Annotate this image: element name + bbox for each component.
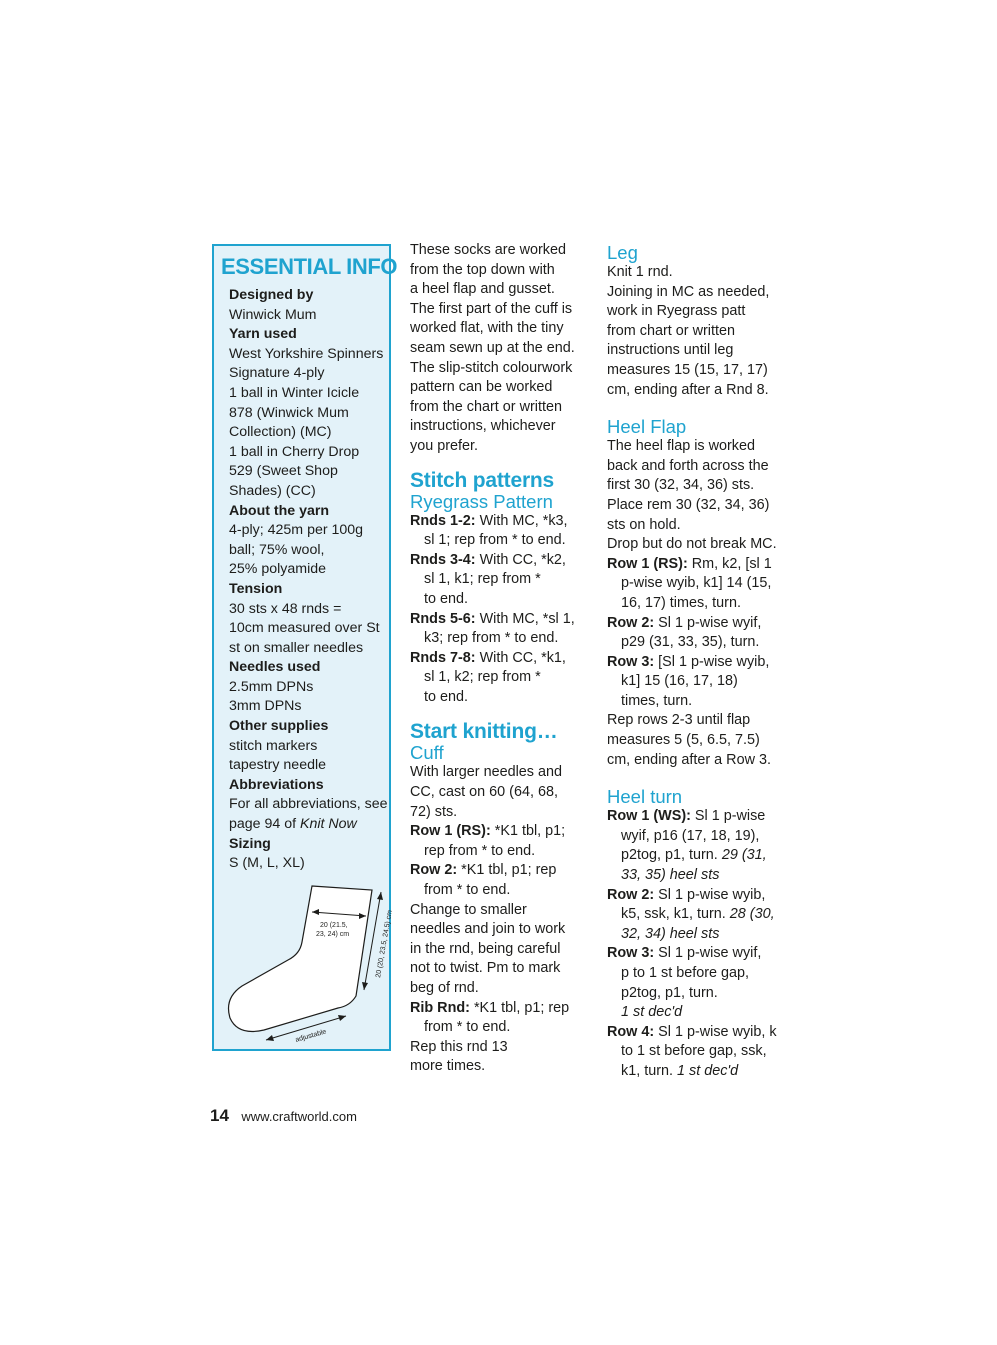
intro-line: seam sewn up at the end.: [410, 339, 575, 356]
sock-size-diagram: [224, 878, 394, 1048]
yarn-line: Collection) (MC): [229, 424, 332, 441]
heel-turn-row-3-cont: p2tog, p1, turn.: [621, 984, 718, 1001]
rnds-5-6-cont: k3; rep from * to end.: [424, 630, 559, 647]
tension-line: 30 sts x 48 rnds =: [229, 600, 342, 617]
rnds-1-2: Rnds 1-2: With MC, *k3,: [410, 512, 568, 529]
cuff-row-2-cont: from * to end.: [424, 882, 511, 899]
about-line: 25% polyamide: [229, 561, 327, 578]
supplies-line: tapestry needle: [229, 757, 327, 774]
cuff-row-1: Row 1 (RS): *K1 tbl, p1;: [410, 823, 566, 840]
start-knitting-heading: Start knitting…: [410, 720, 558, 744]
rib-rnd: Rib Rnd: *K1 tbl, p1; rep: [410, 999, 570, 1016]
essential-info-box: [212, 244, 398, 1051]
heel-flap-line: back and forth across the: [607, 457, 769, 474]
cuff-line: 72) sts.: [410, 803, 458, 820]
rnds-3-4-cont: sl 1, k1; rep from *: [424, 571, 541, 588]
cuff-line: With larger needles and: [410, 764, 562, 781]
column-intro-stitches: [410, 241, 590, 1077]
rnds-3-4: Rnds 3-4: With CC, *k2,: [410, 551, 566, 568]
site-url: www.craftworld.com: [241, 1109, 357, 1124]
about-line: ball; 75% wool,: [229, 541, 325, 558]
diagram-foot-label: adjustable: [294, 1028, 328, 1044]
intro-line: you prefer.: [410, 437, 478, 454]
heel-flap-row-1-cont: 16, 17) times, turn.: [621, 594, 741, 611]
heel-turn-heading: Heel turn: [607, 786, 683, 808]
heel-turn-row-1: Row 1 (WS): Sl 1 p-wise: [607, 808, 766, 825]
heel-turn-row-4-cont: to 1 st before gap, ssk,: [621, 1043, 767, 1060]
intro-line: a heel flap and gusset.: [410, 281, 555, 298]
yarn-line: Shades) (CC): [229, 482, 316, 499]
heel-flap-row-2-cont: p29 (31, 33, 35), turn.: [621, 634, 760, 651]
leg-line: Knit 1 rnd.: [607, 264, 673, 280]
about-yarn-label: About the yarn: [229, 502, 330, 519]
essential-info-title: ESSENTIAL INFO: [221, 254, 398, 279]
heel-turn-row-4: Row 4: Sl 1 p-wise wyib, k: [607, 1023, 777, 1040]
intro-line: worked flat, with the tiny: [410, 320, 564, 337]
yarn-line: 1 ball in Winter Icicle: [229, 384, 360, 401]
yarn-line: 529 (Sweet Shop: [229, 463, 338, 480]
rnds-7-8: Rnds 7-8: With CC, *k1,: [410, 649, 566, 666]
cuff-heading: Cuff: [410, 742, 444, 764]
heel-flap-line: Drop but do not break MC.: [607, 536, 777, 553]
cuff-row-2: Row 2: *K1 tbl, p1; rep: [410, 862, 557, 879]
heel-flap-row-1-cont: p-wise wyib, k1] 14 (15,: [621, 575, 772, 592]
heel-turn-row-1-cont: p2tog, p1, turn. 29 (31,: [621, 847, 767, 864]
rep-line: Rep this rnd 13: [410, 1038, 508, 1055]
diagram-side-label: 20 (20, 23.5, 24.5) cm: [375, 909, 394, 979]
heel-turn-row-1-cont: wyif, p16 (17, 18, 19),: [621, 827, 760, 844]
about-line: 4-ply; 425m per 100g: [229, 522, 364, 539]
heel-flap-rep-line: cm, ending after a Row 3.: [607, 751, 771, 768]
cuff-line: CC, cast on 60 (64, 68,: [410, 784, 558, 801]
sizing-label: Sizing: [229, 835, 271, 852]
abbreviations-line: page 94 of Knit Now: [229, 816, 357, 833]
supplies-label: Other supplies: [229, 718, 329, 735]
page-number: 14: [210, 1106, 229, 1125]
rnds-7-8-cont: to end.: [424, 688, 469, 705]
tension-line: st on smaller needles: [229, 639, 364, 656]
heel-turn-row-3-cont: p to 1 st before gap,: [621, 965, 750, 981]
heel-flap-row-3: Row 3: [Sl 1 p-wise wyib,: [607, 653, 770, 670]
yarn-line: West Yorkshire Spinners: [229, 345, 384, 362]
heel-flap-line: first 30 (32, 34, 36) sts.: [607, 477, 755, 494]
ryegrass-pattern-heading: Ryegrass Pattern: [410, 490, 553, 512]
abbreviations-label: Abbreviations: [229, 776, 324, 793]
leg-line: instructions until leg: [607, 342, 734, 359]
leg-heading: Leg: [607, 242, 638, 263]
yarn-label: Yarn used: [229, 326, 297, 343]
page-footer: [210, 1106, 357, 1126]
knit-now-title: Knit Now: [300, 816, 357, 833]
change-line: beg of rnd.: [410, 980, 479, 996]
tension-label: Tension: [229, 580, 283, 597]
rnds-5-6: Rnds 5-6: With MC, *sl 1,: [410, 610, 575, 627]
heel-flap-row-3-cont: k1] 15 (16, 17, 18): [621, 673, 738, 690]
change-line: not to twist. Pm to mark: [410, 960, 561, 977]
yarn-line: 878 (Winwick Mum: [229, 404, 349, 421]
cuff-row-1-cont: rep from * to end.: [424, 842, 536, 859]
heel-flap-rep-line: measures 5 (5, 6.5, 7.5): [607, 732, 760, 749]
sizing-value: S (M, L, XL): [229, 855, 305, 872]
intro-line: The slip-stitch colourwork: [410, 359, 573, 376]
heel-flap-line: Place rem 30 (32, 34, 36): [607, 496, 770, 513]
heel-turn-row-2-cont: k5, ssk, k1, turn. 28 (30,: [621, 906, 775, 923]
designed-by-label: Designed by: [229, 287, 314, 303]
diagram-top-label: 20 (21.5,: [320, 922, 348, 929]
essential-info-body: [229, 286, 389, 874]
heel-flap-rep-line: Rep rows 2-3 until flap: [607, 712, 751, 729]
yarn-line: Signature 4-ply: [229, 365, 325, 382]
leg-line: from chart or written: [607, 322, 735, 339]
designed-by-value: Winwick Mum: [229, 306, 317, 323]
supplies-line: stitch markers: [229, 737, 318, 754]
intro-line: from the top down with: [410, 261, 555, 278]
heel-flap-row-3-cont: times, turn.: [621, 692, 693, 709]
needles-line: 3mm DPNs: [229, 698, 302, 715]
heel-flap-heading: Heel Flap: [607, 416, 687, 438]
yarn-line: 1 ball in Cherry Drop: [229, 443, 360, 460]
column-leg-heel: [607, 243, 792, 1082]
heel-turn-row-4-cont: k1, turn. 1 st dec'd: [621, 1062, 739, 1079]
intro-line: from the chart or written: [410, 398, 562, 415]
heel-turn-row-1-cont: 33, 35) heel sts: [621, 867, 720, 884]
leg-line: measures 15 (15, 17, 17): [607, 361, 768, 378]
rnds-3-4-cont: to end.: [424, 590, 469, 607]
rnds-1-2-cont: sl 1; rep from * to end.: [424, 532, 566, 549]
needles-label: Needles used: [229, 659, 321, 676]
leg-line: cm, ending after a Rnd 8.: [607, 381, 769, 398]
tension-line: 10cm measured over St: [229, 620, 380, 637]
heel-flap-row-1: Row 1 (RS): Rm, k2, [sl 1: [607, 555, 772, 572]
intro-line: These socks are worked: [410, 242, 566, 258]
needles-line: 2.5mm DPNs: [229, 678, 314, 695]
heel-turn-row-2-cont: 32, 34) heel sts: [621, 925, 720, 942]
stitch-patterns-heading: Stitch patterns: [410, 468, 555, 492]
heel-flap-line: The heel flap is worked: [607, 438, 755, 455]
heel-turn-row-3-cont: 1 st dec'd: [621, 1004, 683, 1021]
heel-flap-row-2: Row 2: Sl 1 p-wise wyif,: [607, 614, 762, 631]
leg-line: work in Ryegrass patt: [607, 303, 746, 320]
intro-line: pattern can be worked: [410, 379, 553, 396]
heel-turn-row-3: Row 3: Sl 1 p-wise wyif,: [607, 945, 762, 962]
change-line: Change to smaller: [410, 901, 527, 918]
sock-outline: [229, 886, 373, 1032]
heel-turn-row-2: Row 2: Sl 1 p-wise wyib,: [607, 886, 766, 903]
heel-flap-line: sts on hold.: [607, 516, 681, 533]
abbreviations-line: For all abbreviations, see: [229, 796, 388, 813]
rep-line: more times.: [410, 1058, 486, 1075]
intro-line: instructions, whichever: [410, 418, 556, 435]
change-line: in the rnd, being careful: [410, 940, 561, 957]
intro-line: The first part of the cuff is: [410, 300, 573, 317]
diagram-top-label: 23, 24) cm: [316, 931, 350, 938]
rnds-7-8-cont: sl 1, k2; rep from *: [424, 669, 541, 686]
change-line: needles and join to work: [410, 921, 566, 938]
leg-line: Joining in MC as needed,: [607, 283, 770, 300]
rib-rnd-cont: from * to end.: [424, 1019, 511, 1036]
